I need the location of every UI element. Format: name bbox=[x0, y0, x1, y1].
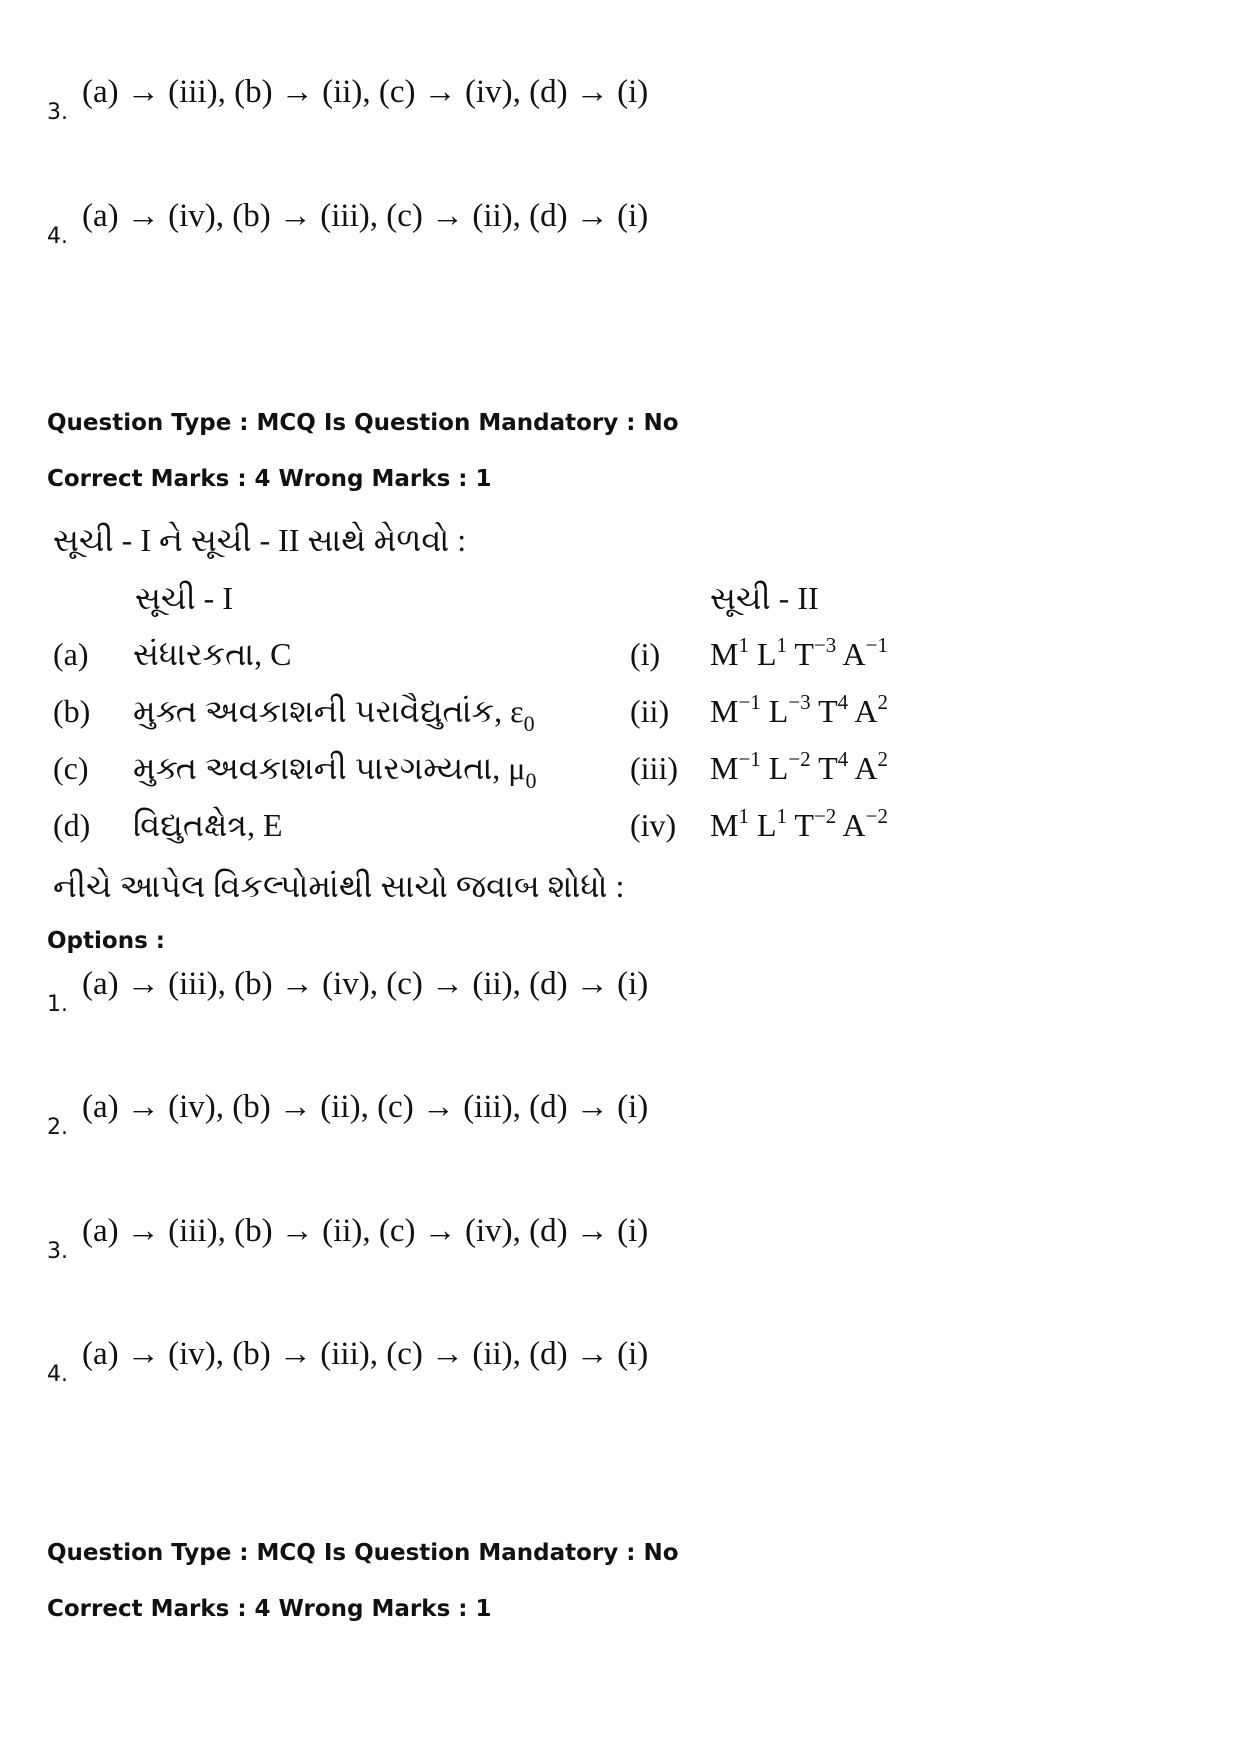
row-label: (iii) bbox=[630, 750, 678, 786]
option-number: 2. bbox=[47, 1115, 68, 1140]
row-label: (a) bbox=[53, 636, 89, 672]
match-row-b bbox=[53, 690, 953, 743]
row-label: (c) bbox=[53, 750, 89, 786]
list-1-item: સંધારકતા, C bbox=[133, 636, 292, 672]
options-label: Options : bbox=[47, 928, 165, 954]
option-text: (a) → (iii), (b) → (ii), (c) → (iv), (d) → (i) bbox=[82, 1213, 649, 1249]
instruction-text: નીચે આપેલ વિકલ્પોમાંથી સાચો જવાબ શોધો : bbox=[53, 868, 625, 904]
option-text: (a) → (iv), (b) → (ii), (c) → (iii), (d) → (i) bbox=[82, 1089, 649, 1125]
marks-line: Correct Marks : 4 Wrong Marks : 1 bbox=[47, 466, 492, 492]
match-row-d bbox=[53, 804, 953, 857]
list-1-item: મુક્ત અવકાશની પારગમ્યતા, $\mu_0$ bbox=[133, 750, 537, 793]
marks-line: Correct Marks : 4 Wrong Marks : 1 bbox=[47, 1596, 492, 1622]
question-text: સૂચી - I ને સૂચી - II સાથે મેળવો : bbox=[53, 522, 467, 558]
option-1[interactable] bbox=[47, 966, 649, 1017]
option-text: (a) → (iii), (b) → (iv), (c) → (ii), (d) → (i) bbox=[82, 966, 649, 1002]
row-label: (ii) bbox=[630, 693, 670, 729]
option-3[interactable] bbox=[47, 1213, 649, 1264]
list-2-item: $M^{-1}$ $L^{-3}$ $T^4$ $A^2$ bbox=[710, 690, 888, 729]
row-label: (iv) bbox=[630, 807, 677, 843]
option-2[interactable] bbox=[47, 1089, 649, 1140]
option-number: 1. bbox=[47, 992, 68, 1017]
list-2-heading: સૂચી - II bbox=[710, 580, 819, 616]
prev-option-3 bbox=[47, 74, 649, 125]
option-text: (a) → (iv), (b) → (iii), (c) → (ii), (d) → (i) bbox=[82, 198, 649, 234]
question-type-line: Question Type : MCQ Is Question Mandatory : No bbox=[47, 1540, 679, 1566]
row-label: (i) bbox=[630, 636, 661, 672]
match-row-c bbox=[53, 747, 953, 800]
list-2-item: $M^1$ $L^1$ $T^{-2}$ $A^{-2}$ bbox=[710, 804, 888, 843]
list-2-item: $M^{-1}$ $L^{-2}$ $T^4$ $A^2$ bbox=[710, 747, 888, 786]
option-number: 3. bbox=[47, 1239, 68, 1264]
option-number: 4. bbox=[47, 224, 68, 249]
match-row-a bbox=[53, 633, 953, 686]
list-2-item: $M^1$ $L^1$ $T^{-3}$ $A^{-1}$ bbox=[710, 633, 888, 672]
list-1-item: મુક્ત અવકાશની પરાવૈદ્યુતાંક, $\varepsilon_0$ bbox=[133, 693, 535, 736]
question-type-line: Question Type : MCQ Is Question Mandatory : No bbox=[47, 410, 679, 436]
row-label: (d) bbox=[53, 807, 91, 843]
option-4[interactable] bbox=[47, 1336, 649, 1387]
row-label: (b) bbox=[53, 693, 91, 729]
option-number: 4. bbox=[47, 1362, 68, 1387]
list-1-item: વિદ્યુતક્ષેત્ર, E bbox=[133, 807, 283, 843]
option-text: (a) → (iii), (b) → (ii), (c) → (iv), (d) → (i) bbox=[82, 74, 649, 110]
option-text: (a) → (iv), (b) → (iii), (c) → (ii), (d) → (i) bbox=[82, 1336, 649, 1372]
option-number: 3. bbox=[47, 100, 68, 125]
list-1-heading: સૂચી - I bbox=[135, 580, 233, 616]
prev-option-4 bbox=[47, 198, 649, 249]
